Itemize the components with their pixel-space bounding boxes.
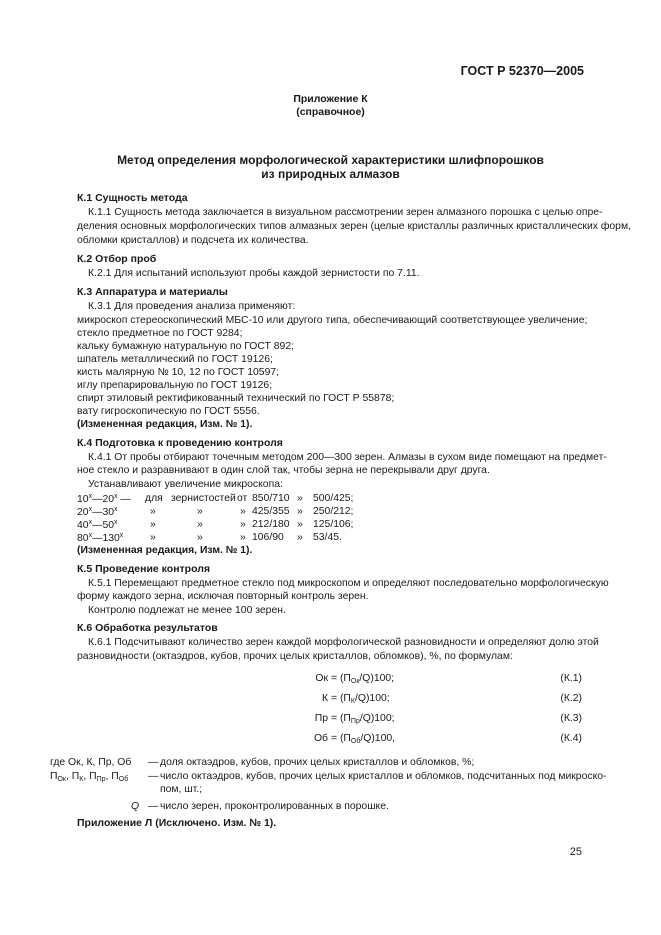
formula-number: (К.1) <box>560 673 582 684</box>
where-text-1: доля октаэдров, кубов, прочих целых кристаллов и обломков, %; <box>160 757 475 768</box>
standard-number: ГОСТ Р 52370—2005 <box>460 64 584 78</box>
formula-lhs: Об <box>313 733 328 744</box>
table-cell: » <box>297 532 303 543</box>
table-cell: » <box>297 506 303 517</box>
k6-paragraph-line1: К.6.1 Подсчитывают количество зерен каждой морфологической разновидности и определяют долю этой <box>88 637 599 648</box>
where-symbol-q: Q <box>131 801 140 812</box>
k1-paragraph-line3: обломки кристаллов) и подсчета их количества. <box>77 235 309 246</box>
appendix-l-note: Приложение Л (Исключено. Изм. № 1). <box>77 817 277 829</box>
table-cell: » <box>240 532 246 543</box>
table-cell: » <box>240 519 246 530</box>
k4-magnification-intro: Устанавливают увеличение микроскопа: <box>88 479 283 490</box>
formula-number: (К.4) <box>560 733 582 744</box>
k4-paragraph-line2: ное стекло и разравнивают в один слой так, чтобы зерна не перекрывали друг друга. <box>77 465 490 476</box>
section-heading-k1: К.1 Сущность метода <box>77 192 188 204</box>
table-cell: зернистостей <box>171 493 236 504</box>
where-text-2-line1: число октаэдров, кубов, прочих целых кристаллов и обломков, подсчитанных под микроско- <box>160 771 607 782</box>
k1-paragraph-line2: деления основных морфологических типов алмазных зерен (целые кристаллы различных кристаллических форм, <box>77 221 631 232</box>
table-cell: » <box>150 506 156 517</box>
k2-paragraph: К.2.1 Для испытаний используют пробы каждой зернистости по 7.11. <box>88 268 420 279</box>
table-cell: от <box>237 493 248 504</box>
section-heading-k5: К.5 Проведение контроля <box>77 563 211 575</box>
table-cell: 250/212; <box>313 506 354 517</box>
formula-number: (К.2) <box>560 693 582 704</box>
k3-item: спирт этиловый ректификованный технический по ГОСТ Р 55878; <box>77 393 395 404</box>
k3-amendment: (Измененная редакция, Изм. № 1). <box>77 419 253 430</box>
table-cell: 53/45. <box>313 532 342 543</box>
table-cell: » <box>197 519 203 530</box>
main-title-line1: Метод определения морфологической характеристики шлифпорошков <box>117 153 544 167</box>
k4-amendment: (Измененная редакция, Изм. № 1). <box>77 545 253 556</box>
k3-item: микроскоп стереоскопический МБС-10 или другого типа, обеспечивающий соответствующее увеличение; <box>77 315 588 326</box>
section-heading-k6: К.6 Обработка результатов <box>77 622 218 634</box>
where-dash: — <box>148 757 159 768</box>
formula-rhs: = $(П_{Об}/Q)100$, <box>331 733 396 745</box>
table-cell: для <box>145 493 163 504</box>
table-cell: » <box>197 532 203 543</box>
formula-lhs: К <box>321 693 328 704</box>
table-cell: » <box>240 506 246 517</box>
k4-paragraph-line1: К.4.1 От пробы отбирают точечным методом 200—300 зерен. Алмазы в сухом виде помещают на предмет- <box>88 452 607 463</box>
table-cell: 212/180 <box>252 519 290 530</box>
where-dash: — <box>148 771 159 782</box>
table-cell: » <box>150 519 156 530</box>
formula-rhs: = $(П_{Пр}/Q)100$; <box>331 713 395 725</box>
section-heading-k2: К.2 Отбор проб <box>77 253 157 265</box>
table-row: $10^х—20^х$ — <box>77 493 131 505</box>
table-cell: » <box>297 493 303 504</box>
k1-paragraph-line1: К.1.1 Сущность метода заключается в визуальном рассмотрении зерен алмазного порошка с целью опре- <box>88 207 603 218</box>
main-title-line2: из природных алмазов <box>261 167 400 181</box>
table-cell: » <box>197 506 203 517</box>
where-text-2-line2: пом, шт.; <box>160 784 203 795</box>
table-cell: 500/425; <box>313 493 354 504</box>
table-row: $80^х—130^х$ <box>77 532 124 544</box>
formula-number: (К.3) <box>560 713 582 724</box>
appendix-title: Приложение К <box>293 93 368 105</box>
formula-rhs: = $(П_{Ок}/Q)100$; <box>331 673 395 685</box>
where-symbols-2: $П_{Ок}$, $П_К$, $П_{Пр}$, $П_{Об}$ <box>50 771 129 783</box>
k3-item: кисть малярную № 10, 12 по ГОСТ 10597; <box>77 367 280 378</box>
k5-paragraph-2: Контролю подлежат не менее 100 зерен. <box>88 605 286 616</box>
where-dash: — <box>148 801 159 812</box>
k3-item: шпатель металлический по ГОСТ 19126; <box>77 354 273 365</box>
table-cell: 125/106; <box>313 519 354 530</box>
k3-intro: К.3.1 Для проведения анализа применяют: <box>88 301 296 312</box>
table-cell: » <box>297 519 303 530</box>
k3-item: иглу препарировальную по ГОСТ 19126; <box>77 380 273 391</box>
section-heading-k4: К.4 Подготовка к проведению контроля <box>77 437 283 449</box>
table-cell: 425/355 <box>252 506 290 517</box>
k6-paragraph-line2: разновидности (октаэдров, кубов, прочих целых кристаллов, обломков), %, по формулам: <box>77 651 513 662</box>
k5-paragraph-line1: К.5.1 Перемещают предметное стекло под микроскопом и определяют последовательно морфологическую <box>88 578 609 589</box>
k3-item: стекло предметное по ГОСТ 9284; <box>77 328 243 339</box>
appendix-status: (справочное) <box>296 106 365 118</box>
page-number: 25 <box>569 846 582 858</box>
table-cell: » <box>150 532 156 543</box>
where-text-3: число зерен, проконтролированных в порошке. <box>160 801 389 812</box>
k3-item: вату гигроскопическую по ГОСТ 5556. <box>77 406 260 417</box>
k5-paragraph-line2: форму каждого зерна, исключая повторный контроль зерен. <box>77 591 369 602</box>
section-heading-k3: К.3 Аппаратура и материалы <box>77 286 228 298</box>
formula-lhs: Ок <box>315 673 328 684</box>
table-row: $20^х—30^х$ <box>77 506 118 518</box>
table-cell: 106/90 <box>252 532 284 543</box>
table-row: $40^х—50^х$ <box>77 519 118 531</box>
formula-rhs: = $(П_К/Q)100$; <box>331 693 390 705</box>
formula-lhs: Пр <box>314 713 328 724</box>
table-cell: 850/710 <box>252 493 290 504</box>
where-symbols-1: где Ок, К, Пр, Об <box>50 757 132 768</box>
k3-item: кальку бумажную натуральную по ГОСТ 892; <box>77 341 294 352</box>
